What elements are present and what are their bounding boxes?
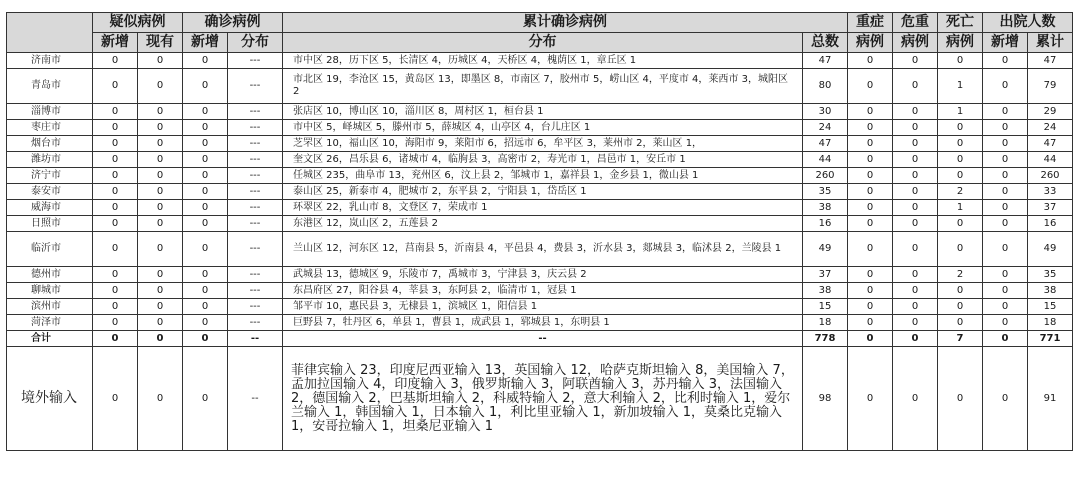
discharged-cumulative-cell: 38	[1028, 283, 1073, 299]
subheader-confirmed-distribution: 分布	[228, 33, 283, 53]
suspected-current-cell: 0	[138, 69, 183, 104]
suspected-new-cell: 0	[93, 347, 138, 451]
cumulative-total-cell: 260	[803, 168, 848, 184]
severe-cell: 0	[848, 120, 893, 136]
critical-cell: 0	[893, 120, 938, 136]
discharged-cumulative-cell: 47	[1028, 136, 1073, 152]
city-row	[7, 136, 1073, 152]
discharged-new-cell: 0	[983, 267, 1028, 283]
cumulative-total-cell: 44	[803, 152, 848, 168]
confirmed-distribution-cell: --	[228, 331, 283, 347]
city-name-cell: 菏泽市	[7, 315, 93, 331]
city-row	[7, 168, 1073, 184]
cumulative-distribution-cell: 兰山区 12，河东区 12，莒南县 5，沂南县 4，平邑县 4，费县 3，沂水县 3，郯城县 3，临沭县 2，兰陵县 1	[283, 232, 803, 267]
critical-cell: 0	[893, 152, 938, 168]
city-row	[7, 299, 1073, 315]
severe-cell: 0	[848, 315, 893, 331]
death-cell: 2	[938, 267, 983, 283]
confirmed-distribution-cell: ---	[228, 232, 283, 267]
subheader-death-cases: 病例	[938, 33, 983, 53]
cumulative-distribution-cell: 环翠区 22，乳山市 8，文登区 7，荣成市 1	[283, 200, 803, 216]
critical-cell: 0	[893, 184, 938, 200]
discharged-new-cell: 0	[983, 232, 1028, 267]
city-name-cell: 威海市	[7, 200, 93, 216]
critical-cell: 0	[893, 168, 938, 184]
cumulative-total-cell: 778	[803, 331, 848, 347]
subheader-confirmed-new: 新增	[183, 33, 228, 53]
cumulative-distribution-cell: 任城区 235，曲阜市 13，兖州区 6，汶上县 2，邹城市 1，嘉祥县 1，金乡县 1，微山县 1	[283, 168, 803, 184]
cumulative-distribution-cell: 东港区 12，岚山区 2，五莲县 2	[283, 216, 803, 232]
confirmed-distribution-cell: ---	[228, 168, 283, 184]
suspected-new-cell: 0	[93, 168, 138, 184]
header-discharged: 出院人数	[983, 13, 1073, 33]
cumulative-total-cell: 30	[803, 104, 848, 120]
cumulative-distribution-cell: 东昌府区 27，阳谷县 4，莘县 3，东阿县 2，临清市 1，冠县 1	[283, 283, 803, 299]
cumulative-distribution-cell: 巨野县 7，牡丹区 6，单县 1，曹县 1，成武县 1，郓城县 1，东明县 1	[283, 315, 803, 331]
suspected-new-cell: 0	[93, 136, 138, 152]
header-critical: 危重	[893, 13, 938, 33]
city-name-cell: 青岛市	[7, 69, 93, 104]
suspected-current-cell: 0	[138, 347, 183, 451]
critical-cell: 0	[893, 331, 938, 347]
suspected-new-cell: 0	[93, 53, 138, 69]
confirmed-distribution-cell: ---	[228, 136, 283, 152]
suspected-new-cell: 0	[93, 200, 138, 216]
suspected-new-cell: 0	[93, 331, 138, 347]
severe-cell: 0	[848, 184, 893, 200]
discharged-new-cell: 0	[983, 315, 1028, 331]
suspected-new-cell: 0	[93, 69, 138, 104]
discharged-new-cell: 0	[983, 69, 1028, 104]
confirmed-new-cell: 0	[183, 152, 228, 168]
critical-cell: 0	[893, 136, 938, 152]
subheader-cumulative-distribution: 分布	[283, 33, 803, 53]
discharged-new-cell: 0	[983, 331, 1028, 347]
severe-cell: 0	[848, 267, 893, 283]
critical-cell: 0	[893, 216, 938, 232]
suspected-current-cell: 0	[138, 120, 183, 136]
discharged-new-cell: 0	[983, 168, 1028, 184]
death-cell: 0	[938, 136, 983, 152]
foreign-import-label: 境外输入	[7, 347, 93, 451]
discharged-cumulative-cell: 24	[1028, 120, 1073, 136]
foreign-import-row	[7, 347, 1073, 451]
discharged-cumulative-cell: 16	[1028, 216, 1073, 232]
suspected-current-cell: 0	[138, 299, 183, 315]
city-row	[7, 216, 1073, 232]
cumulative-total-cell: 98	[803, 347, 848, 451]
discharged-cumulative-cell: 33	[1028, 184, 1073, 200]
confirmed-new-cell: 0	[183, 347, 228, 451]
suspected-current-cell: 0	[138, 216, 183, 232]
discharged-new-cell: 0	[983, 200, 1028, 216]
cumulative-total-cell: 15	[803, 299, 848, 315]
cumulative-distribution-cell: 武城县 13，德城区 9，乐陵市 7，禹城市 3，宁津县 3，庆云县 2	[283, 267, 803, 283]
city-row	[7, 104, 1073, 120]
critical-cell: 0	[893, 299, 938, 315]
suspected-new-cell: 0	[93, 152, 138, 168]
suspected-new-cell: 0	[93, 104, 138, 120]
confirmed-distribution-cell: --	[228, 347, 283, 451]
confirmed-distribution-cell: ---	[228, 299, 283, 315]
death-cell: 0	[938, 315, 983, 331]
critical-cell: 0	[893, 53, 938, 69]
discharged-new-cell: 0	[983, 347, 1028, 451]
total-label: 合计	[7, 331, 93, 347]
discharged-new-cell: 0	[983, 136, 1028, 152]
discharged-new-cell: 0	[983, 152, 1028, 168]
suspected-current-cell: 0	[138, 200, 183, 216]
discharged-cumulative-cell: 44	[1028, 152, 1073, 168]
suspected-current-cell: 0	[138, 267, 183, 283]
discharged-cumulative-cell: 15	[1028, 299, 1073, 315]
total-row	[7, 331, 1073, 347]
severe-cell: 0	[848, 232, 893, 267]
severe-cell: 0	[848, 283, 893, 299]
discharged-cumulative-cell: 35	[1028, 267, 1073, 283]
severe-cell: 0	[848, 104, 893, 120]
confirmed-new-cell: 0	[183, 53, 228, 69]
confirmed-new-cell: 0	[183, 184, 228, 200]
suspected-new-cell: 0	[93, 184, 138, 200]
suspected-current-cell: 0	[138, 53, 183, 69]
city-row	[7, 232, 1073, 267]
death-cell: 0	[938, 232, 983, 267]
header-suspected: 疑似病例	[93, 13, 183, 33]
discharged-cumulative-cell: 29	[1028, 104, 1073, 120]
confirmed-distribution-cell: ---	[228, 53, 283, 69]
severe-cell: 0	[848, 152, 893, 168]
confirmed-new-cell: 0	[183, 232, 228, 267]
discharged-cumulative-cell: 260	[1028, 168, 1073, 184]
death-cell: 0	[938, 168, 983, 184]
discharged-new-cell: 0	[983, 53, 1028, 69]
cumulative-distribution-cell: 奎文区 26，昌乐县 6，诸城市 4，临朐县 3，高密市 2，寿光市 1，昌邑市 1，安丘市 1	[283, 152, 803, 168]
death-cell: 1	[938, 104, 983, 120]
city-name-cell: 聊城市	[7, 283, 93, 299]
city-name-cell: 德州市	[7, 267, 93, 283]
city-name-cell: 临沂市	[7, 232, 93, 267]
city-row	[7, 315, 1073, 331]
cumulative-total-cell: 38	[803, 283, 848, 299]
city-name-cell: 潍坊市	[7, 152, 93, 168]
cumulative-distribution-cell: --	[283, 331, 803, 347]
suspected-new-cell: 0	[93, 216, 138, 232]
header-cumulative: 累计确诊病例	[283, 13, 848, 33]
death-cell: 1	[938, 69, 983, 104]
city-name-cell: 济南市	[7, 53, 93, 69]
cumulative-total-cell: 38	[803, 200, 848, 216]
subheader-discharged-new: 新增	[983, 33, 1028, 53]
subheader-suspected-new: 新增	[93, 33, 138, 53]
critical-cell: 0	[893, 104, 938, 120]
critical-cell: 0	[893, 267, 938, 283]
confirmed-distribution-cell: ---	[228, 120, 283, 136]
suspected-current-cell: 0	[138, 283, 183, 299]
severe-cell: 0	[848, 136, 893, 152]
city-name-cell: 泰安市	[7, 184, 93, 200]
suspected-current-cell: 0	[138, 152, 183, 168]
confirmed-distribution-cell: ---	[228, 200, 283, 216]
cumulative-total-cell: 47	[803, 136, 848, 152]
subheader-discharged-cumulative: 累计	[1028, 33, 1073, 53]
severe-cell: 0	[848, 331, 893, 347]
discharged-cumulative-cell: 47	[1028, 53, 1073, 69]
epidemic-stats-table	[6, 12, 1073, 451]
confirmed-new-cell: 0	[183, 283, 228, 299]
city-name-cell: 济宁市	[7, 168, 93, 184]
confirmed-distribution-cell: ---	[228, 69, 283, 104]
epidemic-stats-document	[6, 12, 1072, 451]
suspected-current-cell: 0	[138, 184, 183, 200]
city-name-cell: 烟台市	[7, 136, 93, 152]
discharged-new-cell: 0	[983, 283, 1028, 299]
foreign-distribution-cell: 菲律宾输入 23，印度尼西亚输入 13，英国输入 12，哈萨克斯坦输入 8，美国输入 7，孟加拉国输入 4，印度输入 3，俄罗斯输入 3，阿联酋输入 3，苏丹输入 3，法国输入 2，德国输入 2，巴基斯坦输入 2，科威特输入 2，意大利输入 2，比利时输入 1，爱尔兰输入 1，韩国输入 1，日本输入 1，利比里亚输入 1，新加坡输入 1，莫桑比克输入 1，安哥拉输入 1，坦桑尼亚输入 1	[283, 347, 803, 451]
suspected-new-cell: 0	[93, 232, 138, 267]
city-name-cell: 淄博市	[7, 104, 93, 120]
cumulative-total-cell: 47	[803, 53, 848, 69]
severe-cell: 0	[848, 53, 893, 69]
header-region-blank	[7, 13, 93, 53]
suspected-new-cell: 0	[93, 315, 138, 331]
header-confirmed: 确诊病例	[183, 13, 283, 33]
suspected-new-cell: 0	[93, 267, 138, 283]
cumulative-distribution-cell: 市中区 5，峄城区 5，滕州市 5，薛城区 4，山亭区 4，台儿庄区 1	[283, 120, 803, 136]
discharged-cumulative-cell: 49	[1028, 232, 1073, 267]
cumulative-distribution-cell: 邹平市 10，惠民县 3，无棣县 1，滨城区 1，阳信县 1	[283, 299, 803, 315]
city-row	[7, 184, 1073, 200]
death-cell: 0	[938, 347, 983, 451]
confirmed-distribution-cell: ---	[228, 184, 283, 200]
death-cell: 0	[938, 216, 983, 232]
critical-cell: 0	[893, 315, 938, 331]
suspected-current-cell: 0	[138, 136, 183, 152]
severe-cell: 0	[848, 168, 893, 184]
confirmed-new-cell: 0	[183, 315, 228, 331]
discharged-cumulative-cell: 91	[1028, 347, 1073, 451]
discharged-new-cell: 0	[983, 216, 1028, 232]
critical-cell: 0	[893, 232, 938, 267]
confirmed-distribution-cell: ---	[228, 152, 283, 168]
city-row	[7, 53, 1073, 69]
suspected-current-cell: 0	[138, 168, 183, 184]
city-row	[7, 152, 1073, 168]
cumulative-total-cell: 35	[803, 184, 848, 200]
city-row	[7, 120, 1073, 136]
critical-cell: 0	[893, 200, 938, 216]
confirmed-distribution-cell: ---	[228, 267, 283, 283]
cumulative-total-cell: 80	[803, 69, 848, 104]
subheader-severe-cases: 病例	[848, 33, 893, 53]
confirmed-new-cell: 0	[183, 168, 228, 184]
subheader-cumulative-total: 总数	[803, 33, 848, 53]
severe-cell: 0	[848, 216, 893, 232]
severe-cell: 0	[848, 69, 893, 104]
discharged-cumulative-cell: 18	[1028, 315, 1073, 331]
severe-cell: 0	[848, 200, 893, 216]
cumulative-distribution-cell: 市北区 19，李沧区 15，黄岛区 13，即墨区 8，市南区 7，胶州市 5，崂山区 4，平度市 4，莱西市 3，城阳区 2	[283, 69, 803, 104]
suspected-new-cell: 0	[93, 283, 138, 299]
confirmed-new-cell: 0	[183, 267, 228, 283]
confirmed-new-cell: 0	[183, 299, 228, 315]
cumulative-distribution-cell: 芝罘区 10，福山区 10，海阳市 9，莱阳市 6，招远市 6，牟平区 3，莱州市 2，莱山区 1，	[283, 136, 803, 152]
death-cell: 0	[938, 299, 983, 315]
suspected-current-cell: 0	[138, 315, 183, 331]
discharged-new-cell: 0	[983, 104, 1028, 120]
severe-cell: 0	[848, 347, 893, 451]
confirmed-new-cell: 0	[183, 120, 228, 136]
discharged-cumulative-cell: 771	[1028, 331, 1073, 347]
suspected-current-cell: 0	[138, 331, 183, 347]
confirmed-new-cell: 0	[183, 69, 228, 104]
city-row	[7, 200, 1073, 216]
city-name-cell: 枣庄市	[7, 120, 93, 136]
cumulative-total-cell: 16	[803, 216, 848, 232]
confirmed-new-cell: 0	[183, 216, 228, 232]
suspected-current-cell: 0	[138, 104, 183, 120]
header-death: 死亡	[938, 13, 983, 33]
suspected-current-cell: 0	[138, 232, 183, 267]
suspected-new-cell: 0	[93, 299, 138, 315]
cumulative-distribution-cell: 泰山区 25，新泰市 4，肥城市 2，东平县 2，宁阳县 1，岱岳区 1	[283, 184, 803, 200]
confirmed-new-cell: 0	[183, 136, 228, 152]
death-cell: 2	[938, 184, 983, 200]
confirmed-new-cell: 0	[183, 104, 228, 120]
cumulative-total-cell: 49	[803, 232, 848, 267]
subheader-suspected-current: 现有	[138, 33, 183, 53]
confirmed-distribution-cell: ---	[228, 283, 283, 299]
cumulative-total-cell: 24	[803, 120, 848, 136]
city-name-cell: 日照市	[7, 216, 93, 232]
confirmed-distribution-cell: ---	[228, 104, 283, 120]
subheader-critical-cases: 病例	[893, 33, 938, 53]
discharged-new-cell: 0	[983, 299, 1028, 315]
death-cell: 7	[938, 331, 983, 347]
city-name-cell: 滨州市	[7, 299, 93, 315]
death-cell: 0	[938, 53, 983, 69]
death-cell: 0	[938, 120, 983, 136]
death-cell: 0	[938, 152, 983, 168]
header-severe: 重症	[848, 13, 893, 33]
city-row	[7, 267, 1073, 283]
death-cell: 0	[938, 283, 983, 299]
critical-cell: 0	[893, 347, 938, 451]
confirmed-distribution-cell: ---	[228, 216, 283, 232]
critical-cell: 0	[893, 283, 938, 299]
city-row	[7, 283, 1073, 299]
discharged-new-cell: 0	[983, 120, 1028, 136]
death-cell: 1	[938, 200, 983, 216]
confirmed-new-cell: 0	[183, 331, 228, 347]
discharged-cumulative-cell: 79	[1028, 69, 1073, 104]
discharged-cumulative-cell: 37	[1028, 200, 1073, 216]
city-row	[7, 69, 1073, 104]
critical-cell: 0	[893, 69, 938, 104]
cumulative-total-cell: 37	[803, 267, 848, 283]
suspected-new-cell: 0	[93, 120, 138, 136]
confirmed-new-cell: 0	[183, 200, 228, 216]
cumulative-distribution-cell: 张店区 10，博山区 10，淄川区 8，周村区 1，桓台县 1	[283, 104, 803, 120]
severe-cell: 0	[848, 299, 893, 315]
confirmed-distribution-cell: ---	[228, 315, 283, 331]
discharged-new-cell: 0	[983, 184, 1028, 200]
cumulative-total-cell: 18	[803, 315, 848, 331]
cumulative-distribution-cell: 市中区 28，历下区 5，长清区 4，历城区 4，天桥区 4，槐荫区 1，章丘区 1	[283, 53, 803, 69]
